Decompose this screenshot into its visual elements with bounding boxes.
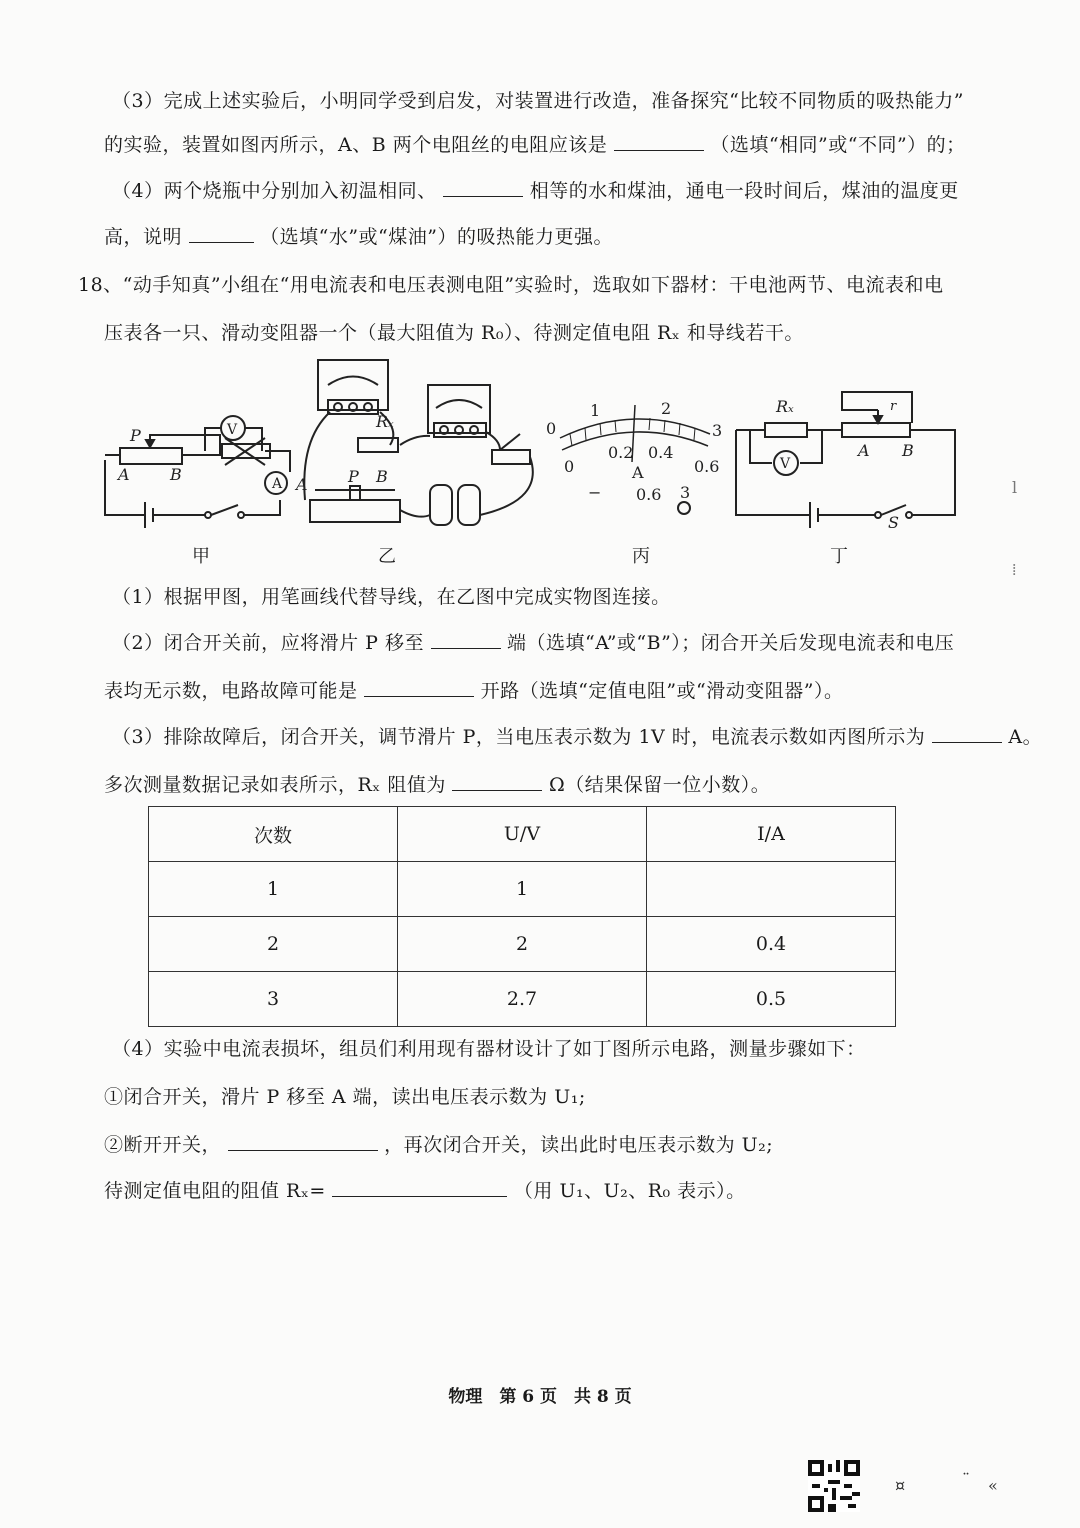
q18-part2-line1: （2）闭合开关前，应将滑片 P 移至 端（选填“A”或“B”）；闭合开关后发现电流表和电压 xyxy=(112,632,955,654)
table-cell: 0.4 xyxy=(647,917,896,972)
scale-0.6: 0.6 xyxy=(694,457,720,476)
scale-2: 2 xyxy=(661,399,672,418)
figure-yi-apparatus xyxy=(304,360,533,525)
circuit-figures xyxy=(100,350,970,570)
label-rx: Rₓ xyxy=(376,412,394,431)
q18-part3-line1: （3）排除故障后，闭合开关，调节滑片 P，当电压表示数为 1V 时，电流表示数如丙图所示为 A。 xyxy=(112,726,1043,748)
q18-part4-step2: ②断开开关， ，再次闭合开关，读出此时电压表示数为 U₂; xyxy=(104,1134,774,1156)
table-cell: 2 xyxy=(149,917,398,972)
fig-label-jia: 甲 xyxy=(192,546,210,567)
table-header: I/A xyxy=(647,807,896,862)
table-cell xyxy=(647,862,896,917)
scale-1: 1 xyxy=(590,401,601,420)
label-b: B xyxy=(170,465,182,484)
q18-part4-step1: ①闭合开关，滑片 P 移至 A 端，读出电压表示数为 U₁; xyxy=(104,1086,586,1108)
corner-mark-2: ¨ xyxy=(962,1470,970,1489)
terminal-0.6: 0.6 xyxy=(636,485,662,504)
q18-part4-line1: （4）实验中电流表损坏，组员们利用现有器材设计了如丁图所示电路，测量步骤如下： xyxy=(112,1038,866,1060)
table-cell: 3 xyxy=(149,972,398,1027)
table-header: U/V xyxy=(398,807,647,862)
rheostat-ding xyxy=(842,423,910,437)
measurement-table xyxy=(148,806,896,1027)
battery-2 xyxy=(458,485,480,525)
answer-blank[interactable] xyxy=(932,724,1002,743)
table-cell: 0.5 xyxy=(647,972,896,1027)
figure-ding-circuit xyxy=(736,392,955,528)
label-a: A xyxy=(118,465,130,484)
label-a-meter: A xyxy=(272,476,283,492)
table-cell: 1 xyxy=(398,862,647,917)
label-p-yi: P xyxy=(348,467,359,486)
rheostat-device xyxy=(310,500,400,522)
scale-0.2: 0.2 xyxy=(608,443,634,462)
table-row xyxy=(149,917,896,972)
q17-part4-line1: （4）两个烧瓶中分别加入初温相同、 相等的水和煤油，通电一段时间后，煤油的温度更 xyxy=(112,180,959,202)
page-footer: 物理 第 6 页 共 8 页 xyxy=(448,1387,632,1407)
table-cell: 2.7 xyxy=(398,972,647,1027)
margin-mark-1: l xyxy=(1012,478,1018,497)
terminal-minus: − xyxy=(588,483,602,502)
label-v-ding: V xyxy=(780,456,791,472)
table-header: 次数 xyxy=(149,807,398,862)
table-row xyxy=(149,972,896,1027)
scale-3: 3 xyxy=(712,421,723,440)
table-cell: 2 xyxy=(398,917,647,972)
q18-part2-line2: 表均无示数，电路故障可能是 开路（选填“定值电阻”或“滑动变阻器”）。 xyxy=(104,680,844,702)
battery-1 xyxy=(430,485,452,525)
answer-blank[interactable] xyxy=(452,772,542,791)
resistor-rx-ding xyxy=(765,423,807,437)
fig-label-bing: 丙 xyxy=(632,546,650,567)
label-p: P xyxy=(130,426,141,445)
q18-part4-result: 待测定值电阻的阻值 Rₓ= （用 U₁、U₂、R₀ 表示）。 xyxy=(104,1180,746,1202)
label-v: V xyxy=(227,422,238,438)
scale-0: 0 xyxy=(546,419,557,438)
label-a-yi: A xyxy=(296,475,308,494)
q18-intro-line1: 18、“动手知真”小组在“用电流表和电压表测电阻”实验时，选取如下器材：干电池两节、电流表和电 xyxy=(78,274,944,296)
answer-blank[interactable] xyxy=(431,630,501,649)
unit-a: A xyxy=(632,463,644,482)
answer-blank[interactable] xyxy=(228,1132,378,1151)
switch-device xyxy=(492,450,530,464)
q18-part1: （1）根据甲图，用笔画线代替导线，在乙图中完成实物图连接。 xyxy=(112,586,671,608)
table-cell: 1 xyxy=(149,862,398,917)
answer-blank[interactable] xyxy=(364,678,474,697)
label-b-yi: B xyxy=(376,467,388,486)
q18-part3-line2: 多次测量数据记录如表所示，Rₓ 阻值为 Ω（结果保留一位小数）。 xyxy=(104,774,771,796)
label-b-ding: B xyxy=(902,441,914,460)
fig-label-yi: 乙 xyxy=(378,546,396,567)
answer-blank[interactable] xyxy=(443,178,523,197)
answer-blank[interactable] xyxy=(332,1178,507,1197)
label-rx-ding: Rₓ xyxy=(776,397,794,416)
label-a-ding: A xyxy=(858,441,870,460)
answer-blank[interactable] xyxy=(614,132,704,151)
table-header-row xyxy=(149,807,896,862)
fig-label-ding: 丁 xyxy=(830,546,848,567)
table-row xyxy=(149,862,896,917)
label-s-ding: S xyxy=(888,513,899,532)
q17-part4-line2: 高，说明 （选填“水”或“煤油”）的吸热能力更强。 xyxy=(104,226,613,248)
answer-blank[interactable] xyxy=(189,224,254,243)
scale-0.4: 0.4 xyxy=(648,443,674,462)
corner-mark-3: « xyxy=(988,1476,998,1495)
label-r-ding: r xyxy=(890,399,897,414)
qr-code-icon xyxy=(808,1460,860,1512)
q18-intro-line2: 压表各一只、滑动变阻器一个（最大阻值为 R₀）、待测定值电阻 Rₓ 和导线若干。 xyxy=(104,322,804,344)
corner-mark-1: ¤ xyxy=(895,1476,906,1495)
q17-part3-line1: （3）完成上述实验后，小明同学受到启发，对装置进行改造，准备探究“比较不同物质的吸热能力” xyxy=(112,90,965,112)
scale-0-lower: 0 xyxy=(564,457,575,476)
slide-rheostat xyxy=(120,448,182,464)
margin-mark-2: ⁞ xyxy=(1012,560,1017,579)
terminal-3: 3 xyxy=(680,483,691,502)
q17-part3-line2: 的实验，装置如图丙所示，A、B 两个电阻丝的电阻应该是 （选填“相同”或“不同”）的； xyxy=(104,134,966,156)
